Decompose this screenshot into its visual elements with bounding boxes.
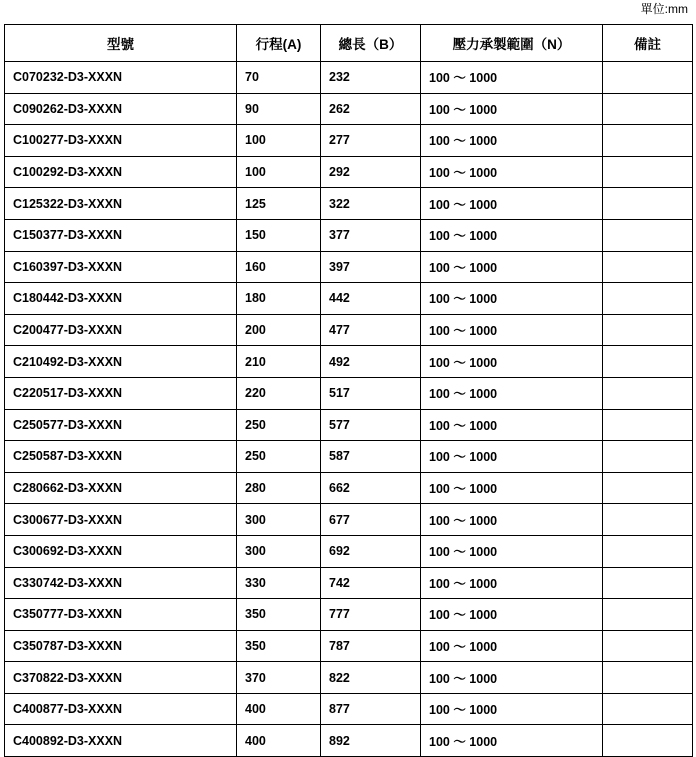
- cell-remark: [603, 472, 693, 504]
- cell-stroke: 180: [237, 283, 321, 315]
- cell-pressure-range: 100 ～ 1000: [421, 599, 603, 631]
- table-header: [5, 25, 693, 62]
- cell-total-length: 577: [321, 409, 421, 441]
- cell-stroke: 220: [237, 377, 321, 409]
- cell-total-length: 677: [321, 504, 421, 536]
- cell-remark: [603, 441, 693, 473]
- cell-remark: [603, 251, 693, 283]
- cell-model: C330742-D3-XXXN: [5, 567, 237, 599]
- cell-stroke: 100: [237, 125, 321, 157]
- cell-remark: [603, 156, 693, 188]
- table-row: [5, 567, 693, 599]
- cell-stroke: 160: [237, 251, 321, 283]
- cell-pressure-range: 100 ～ 1000: [421, 535, 603, 567]
- cell-pressure-range: 100 ～ 1000: [421, 314, 603, 346]
- cell-model: C370822-D3-XXXN: [5, 662, 237, 694]
- cell-stroke: 70: [237, 62, 321, 94]
- specification-table: [4, 24, 693, 757]
- cell-stroke: 330: [237, 567, 321, 599]
- cell-model: C350777-D3-XXXN: [5, 599, 237, 631]
- cell-total-length: 777: [321, 599, 421, 631]
- cell-remark: [603, 219, 693, 251]
- cell-model: C125322-D3-XXXN: [5, 188, 237, 220]
- cell-remark: [603, 599, 693, 631]
- cell-pressure-range: 100 ～ 1000: [421, 662, 603, 694]
- cell-pressure-range: 100 ～ 1000: [421, 283, 603, 315]
- cell-model: C210492-D3-XXXN: [5, 346, 237, 378]
- cell-remark: [603, 188, 693, 220]
- cell-stroke: 350: [237, 599, 321, 631]
- table-row: [5, 346, 693, 378]
- cell-remark: [603, 630, 693, 662]
- cell-remark: [603, 504, 693, 536]
- unit-note: 單位:mm: [640, 2, 688, 16]
- cell-stroke: 370: [237, 662, 321, 694]
- cell-total-length: 822: [321, 662, 421, 694]
- cell-pressure-range: 100 ～ 1000: [421, 93, 603, 125]
- cell-model: C300677-D3-XXXN: [5, 504, 237, 536]
- cell-stroke: 400: [237, 693, 321, 725]
- cell-model: C220517-D3-XXXN: [5, 377, 237, 409]
- table-row: [5, 472, 693, 504]
- table-row: [5, 125, 693, 157]
- cell-pressure-range: 100 ～ 1000: [421, 409, 603, 441]
- cell-stroke: 200: [237, 314, 321, 346]
- table-row: [5, 283, 693, 315]
- table-row: [5, 377, 693, 409]
- cell-total-length: 892: [321, 725, 421, 757]
- cell-remark: [603, 93, 693, 125]
- table-row: [5, 314, 693, 346]
- cell-model: C400892-D3-XXXN: [5, 725, 237, 757]
- cell-pressure-range: 100 ～ 1000: [421, 441, 603, 473]
- table-row: [5, 188, 693, 220]
- table-body: [5, 62, 693, 757]
- table-row: [5, 156, 693, 188]
- cell-pressure-range: 100 ～ 1000: [421, 188, 603, 220]
- cell-pressure-range: 100 ～ 1000: [421, 472, 603, 504]
- cell-model: C200477-D3-XXXN: [5, 314, 237, 346]
- cell-remark: [603, 693, 693, 725]
- cell-total-length: 262: [321, 93, 421, 125]
- column-header-stroke: 行程(A): [237, 25, 321, 62]
- cell-pressure-range: 100 ～ 1000: [421, 125, 603, 157]
- cell-total-length: 477: [321, 314, 421, 346]
- cell-remark: [603, 377, 693, 409]
- table-header-row: [5, 25, 693, 62]
- cell-remark: [603, 314, 693, 346]
- cell-remark: [603, 662, 693, 694]
- cell-total-length: 787: [321, 630, 421, 662]
- cell-pressure-range: 100 ～ 1000: [421, 377, 603, 409]
- table-row: [5, 62, 693, 94]
- cell-total-length: 877: [321, 693, 421, 725]
- cell-stroke: 250: [237, 409, 321, 441]
- column-header-total-length: 總長（B）: [321, 25, 421, 62]
- cell-pressure-range: 100 ～ 1000: [421, 725, 603, 757]
- cell-model: C280662-D3-XXXN: [5, 472, 237, 504]
- cell-pressure-range: 100 ～ 1000: [421, 504, 603, 536]
- cell-total-length: 322: [321, 188, 421, 220]
- cell-total-length: 442: [321, 283, 421, 315]
- column-header-model: 型號: [5, 25, 237, 62]
- table-row: [5, 504, 693, 536]
- cell-model: C250587-D3-XXXN: [5, 441, 237, 473]
- cell-total-length: 742: [321, 567, 421, 599]
- cell-model: C090262-D3-XXXN: [5, 93, 237, 125]
- cell-stroke: 125: [237, 188, 321, 220]
- cell-remark: [603, 62, 693, 94]
- cell-remark: [603, 125, 693, 157]
- cell-pressure-range: 100 ～ 1000: [421, 156, 603, 188]
- cell-model: C070232-D3-XXXN: [5, 62, 237, 94]
- cell-remark: [603, 409, 693, 441]
- cell-model: C250577-D3-XXXN: [5, 409, 237, 441]
- cell-pressure-range: 100 ～ 1000: [421, 62, 603, 94]
- cell-total-length: 377: [321, 219, 421, 251]
- cell-stroke: 150: [237, 219, 321, 251]
- cell-model: C150377-D3-XXXN: [5, 219, 237, 251]
- cell-stroke: 100: [237, 156, 321, 188]
- cell-stroke: 400: [237, 725, 321, 757]
- cell-remark: [603, 567, 693, 599]
- cell-remark: [603, 535, 693, 567]
- cell-remark: [603, 283, 693, 315]
- table-row: [5, 662, 693, 694]
- cell-pressure-range: 100 ～ 1000: [421, 346, 603, 378]
- cell-stroke: 350: [237, 630, 321, 662]
- table-row: [5, 535, 693, 567]
- cell-pressure-range: 100 ～ 1000: [421, 219, 603, 251]
- cell-model: C300692-D3-XXXN: [5, 535, 237, 567]
- column-header-remark: 備註: [603, 25, 693, 62]
- cell-model: C180442-D3-XXXN: [5, 283, 237, 315]
- cell-stroke: 280: [237, 472, 321, 504]
- cell-model: C400877-D3-XXXN: [5, 693, 237, 725]
- table-row: [5, 251, 693, 283]
- table-row: [5, 409, 693, 441]
- cell-stroke: 300: [237, 504, 321, 536]
- cell-stroke: 210: [237, 346, 321, 378]
- cell-total-length: 517: [321, 377, 421, 409]
- cell-total-length: 292: [321, 156, 421, 188]
- cell-total-length: 662: [321, 472, 421, 504]
- cell-stroke: 90: [237, 93, 321, 125]
- cell-pressure-range: 100 ～ 1000: [421, 251, 603, 283]
- column-header-pressure-range: 壓力承製範圍（N）: [421, 25, 603, 62]
- table-row: [5, 599, 693, 631]
- cell-model: C350787-D3-XXXN: [5, 630, 237, 662]
- table-row: [5, 93, 693, 125]
- table-row: [5, 441, 693, 473]
- cell-model: C100292-D3-XXXN: [5, 156, 237, 188]
- cell-pressure-range: 100 ～ 1000: [421, 693, 603, 725]
- cell-total-length: 232: [321, 62, 421, 94]
- cell-stroke: 250: [237, 441, 321, 473]
- cell-total-length: 692: [321, 535, 421, 567]
- cell-model: C100277-D3-XXXN: [5, 125, 237, 157]
- cell-stroke: 300: [237, 535, 321, 567]
- cell-total-length: 277: [321, 125, 421, 157]
- cell-remark: [603, 346, 693, 378]
- cell-pressure-range: 100 ～ 1000: [421, 567, 603, 599]
- cell-total-length: 397: [321, 251, 421, 283]
- table-row: [5, 725, 693, 757]
- cell-model: C160397-D3-XXXN: [5, 251, 237, 283]
- cell-total-length: 492: [321, 346, 421, 378]
- cell-total-length: 587: [321, 441, 421, 473]
- table-row: [5, 693, 693, 725]
- cell-pressure-range: 100 ～ 1000: [421, 630, 603, 662]
- table-row: [5, 630, 693, 662]
- table-row: [5, 219, 693, 251]
- cell-remark: [603, 725, 693, 757]
